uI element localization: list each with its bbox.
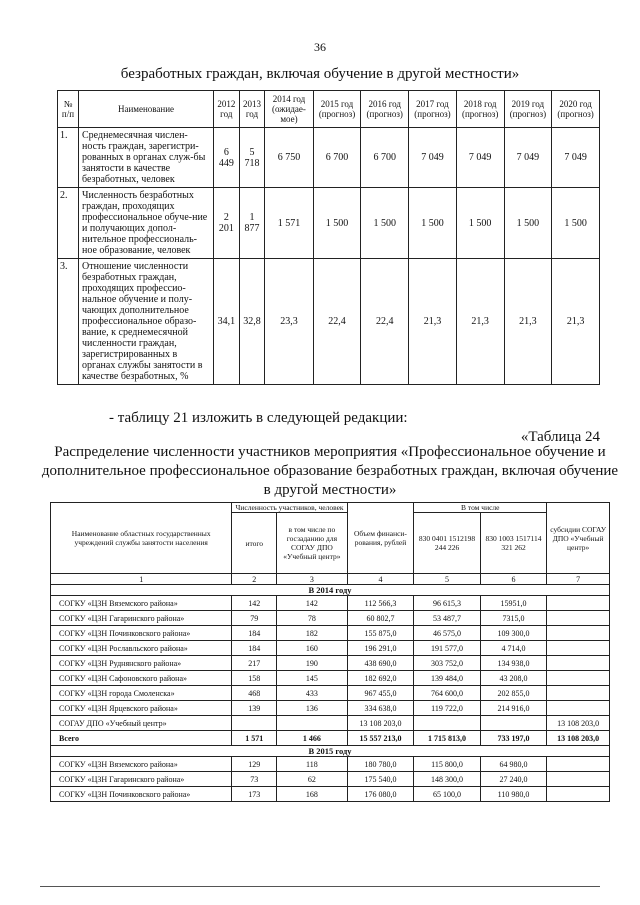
org-name: СОГКУ «ЦЗН Руднянского района» xyxy=(51,656,232,671)
column-number: 4 xyxy=(347,574,414,585)
cell-value xyxy=(232,716,277,731)
row-value: 22,4 xyxy=(361,259,409,385)
cell-value: 53 487,7 xyxy=(414,611,481,626)
cell-value: 148 300,0 xyxy=(414,772,481,787)
table2-title: Распределение численности участников мероприятия «Профессиональное обучение и дополнительное профессиональное образование безработных граждан, включая обучение в другой местности» xyxy=(41,444,619,498)
row-value: 23,3 xyxy=(265,259,313,385)
col-header-2015: 2015 год (прогноз) xyxy=(313,91,361,128)
distribution-table xyxy=(50,502,610,802)
org-row xyxy=(51,596,610,611)
col-header-incl-center: в том числе по госзаданию для СОГАУ ДПО «Учебный центр» xyxy=(277,513,348,574)
col-header-2019: 2019 год (прогноз) xyxy=(504,91,552,128)
org-name: СОГКУ «ЦЗН Починковского района» xyxy=(51,626,232,641)
cell-value: 136 xyxy=(277,701,348,716)
cell-value: 118 xyxy=(277,757,348,772)
cell-value: 60 802,7 xyxy=(347,611,414,626)
cell-value: 7315,0 xyxy=(480,611,547,626)
cell-value: 733 197,0 xyxy=(480,731,547,746)
cell-value: 175 540,0 xyxy=(347,772,414,787)
row-value: 1 500 xyxy=(456,188,504,259)
cell-value: 303 752,0 xyxy=(414,656,481,671)
org-row xyxy=(51,656,610,671)
col-header-count: Численность участников, человек xyxy=(232,503,347,513)
cell-value: 129 xyxy=(232,757,277,772)
cell-value: 190 xyxy=(277,656,348,671)
column-number: 3 xyxy=(277,574,348,585)
col-header-2012: 2012 год xyxy=(214,91,240,128)
cell-value: 4 714,0 xyxy=(480,641,547,656)
cell-value: 13 108 203,0 xyxy=(547,716,610,731)
col-header-2014: 2014 год (ожидае-мое) xyxy=(265,91,313,128)
cell-value xyxy=(547,626,610,641)
cell-value: 13 108 203,0 xyxy=(547,731,610,746)
cell-value: 79 xyxy=(232,611,277,626)
cell-value: 184 xyxy=(232,641,277,656)
org-row xyxy=(51,757,610,772)
cell-value: 196 291,0 xyxy=(347,641,414,656)
row-value: 21,3 xyxy=(409,259,457,385)
cell-value: 1 466 xyxy=(277,731,348,746)
cell-value xyxy=(547,701,610,716)
org-name: СОГКУ «ЦЗН Гагаринского района» xyxy=(51,611,232,626)
column-number: 7 xyxy=(547,574,610,585)
org-name: СОГКУ «ЦЗН Ярцевского района» xyxy=(51,701,232,716)
cell-value: 764 600,0 xyxy=(414,686,481,701)
cell-value: 109 300,0 xyxy=(480,626,547,641)
cell-value: 15 557 213,0 xyxy=(347,731,414,746)
row-value: 22,4 xyxy=(313,259,361,385)
cell-value: 115 800,0 xyxy=(414,757,481,772)
row-value: 5 718 xyxy=(239,128,265,188)
row-value: 7 049 xyxy=(552,128,600,188)
cell-value: 184 xyxy=(232,626,277,641)
col-header-2017: 2017 год (прогноз) xyxy=(409,91,457,128)
row-name: Отношение численности безработных граждан, проходящих профессио-нальное обучение и полу-чающих дополнительное профессиональное образо-вание, к среднемесячной численности граждан, зарегистрированных в органах службы занятости в качестве безработных, % xyxy=(79,259,214,385)
cell-value: 112 566,3 xyxy=(347,596,414,611)
cell-value: 46 575,0 xyxy=(414,626,481,641)
col-header-name: Наименование xyxy=(79,91,214,128)
year-section-label: В 2015 году xyxy=(51,746,610,757)
col-header-volume: Объем финанси-рования, рублей xyxy=(347,503,414,574)
page-number: 36 xyxy=(314,40,326,54)
cell-value: 468 xyxy=(232,686,277,701)
cell-value xyxy=(414,716,481,731)
indicator-row xyxy=(58,259,600,385)
cell-value: 182 xyxy=(277,626,348,641)
cell-value: 142 xyxy=(232,596,277,611)
org-row xyxy=(51,716,610,731)
cell-value: 145 xyxy=(277,671,348,686)
indicators-table xyxy=(57,90,600,385)
col-header-index: № п/п xyxy=(58,91,79,128)
table-reference: «Таблица 24 xyxy=(520,429,600,445)
distribution-header-row xyxy=(51,503,610,513)
row-value: 6 750 xyxy=(265,128,313,188)
col-header-org: Наименование областных государственных учреждений службы занятости населения xyxy=(51,503,232,574)
row-value: 1 877 xyxy=(239,188,265,259)
cell-value xyxy=(480,716,547,731)
indicators-header-row xyxy=(58,91,600,128)
col-header-code1: 830 0401 1512198 244 226 xyxy=(414,513,481,574)
row-value: 7 049 xyxy=(504,128,552,188)
org-row xyxy=(51,686,610,701)
org-name: СОГКУ «ЦЗН Вяземского района» xyxy=(51,596,232,611)
row-value: 21,3 xyxy=(504,259,552,385)
col-header-code2: 830 1003 1517114 321 262 xyxy=(480,513,547,574)
cell-value: 27 240,0 xyxy=(480,772,547,787)
row-value: 1 571 xyxy=(265,188,313,259)
row-value: 7 049 xyxy=(409,128,457,188)
cell-value: 64 980,0 xyxy=(480,757,547,772)
org-name: Всего xyxy=(51,731,232,746)
row-value: 32,8 xyxy=(239,259,265,385)
cell-value: 139 xyxy=(232,701,277,716)
org-row xyxy=(51,611,610,626)
col-header-subsidy: субсидии СОГАУ ДПО «Учебный центр» xyxy=(547,503,610,574)
row-value: 6 700 xyxy=(361,128,409,188)
org-name: СОГКУ «ЦЗН Вяземского района» xyxy=(51,757,232,772)
cell-value: 334 638,0 xyxy=(347,701,414,716)
cell-value: 78 xyxy=(277,611,348,626)
bottom-rule xyxy=(40,886,600,887)
row-value: 1 500 xyxy=(313,188,361,259)
org-name: СОГКУ «ЦЗН Сафоновского района» xyxy=(51,671,232,686)
amendment-phrase: - таблицу 21 изложить в следующей редакции: xyxy=(109,410,408,426)
year-section-row xyxy=(51,746,610,757)
col-header-2020: 2020 год (прогноз) xyxy=(552,91,600,128)
row-value: 34,1 xyxy=(214,259,240,385)
org-name: СОГКУ «ЦЗН города Смоленска» xyxy=(51,686,232,701)
org-name: СОГКУ «ЦЗН Рославльского района» xyxy=(51,641,232,656)
cell-value xyxy=(277,716,348,731)
column-number: 1 xyxy=(51,574,232,585)
row-name: Среднемесячная числен-ность граждан, зарегистри-рованных в органах служ-бы занятости в качестве безработных, человек xyxy=(79,128,214,188)
cell-value: 139 484,0 xyxy=(414,671,481,686)
continued-heading: безработных граждан, включая обучение в другой местности» xyxy=(120,66,520,82)
org-row xyxy=(51,772,610,787)
cell-value: 433 xyxy=(277,686,348,701)
cell-value: 180 780,0 xyxy=(347,757,414,772)
row-value: 1 500 xyxy=(504,188,552,259)
cell-value: 168 xyxy=(277,787,348,802)
cell-value xyxy=(547,757,610,772)
org-name: СОГАУ ДПО «Учебный центр» xyxy=(51,716,232,731)
cell-value: 967 455,0 xyxy=(347,686,414,701)
cell-value xyxy=(547,787,610,802)
cell-value: 438 690,0 xyxy=(347,656,414,671)
row-value: 2 201 xyxy=(214,188,240,259)
col-header-2013: 2013 год xyxy=(239,91,265,128)
col-header-2016: 2016 год (прогноз) xyxy=(361,91,409,128)
row-index: 3. xyxy=(58,259,79,385)
row-name: Численность безработных граждан, проходящих профессиональное обуче-ние и получающих допол-нительное профессиональ-ное образование, человек xyxy=(79,188,214,259)
org-row xyxy=(51,641,610,656)
cell-value: 160 xyxy=(277,641,348,656)
cell-value: 142 xyxy=(277,596,348,611)
column-number: 5 xyxy=(414,574,481,585)
total-row xyxy=(51,731,610,746)
cell-value: 110 980,0 xyxy=(480,787,547,802)
column-number: 6 xyxy=(480,574,547,585)
col-header-total: итого xyxy=(232,513,277,574)
year-section-label: В 2014 году xyxy=(51,585,610,596)
cell-value: 176 080,0 xyxy=(347,787,414,802)
org-name: СОГКУ «ЦЗН Починковского района» xyxy=(51,787,232,802)
org-row xyxy=(51,626,610,641)
row-index: 2. xyxy=(58,188,79,259)
cell-value: 13 108 203,0 xyxy=(347,716,414,731)
row-value: 1 500 xyxy=(409,188,457,259)
row-value: 6 449 xyxy=(214,128,240,188)
cell-value xyxy=(547,611,610,626)
cell-value: 158 xyxy=(232,671,277,686)
cell-value xyxy=(547,686,610,701)
cell-value: 96 615,3 xyxy=(414,596,481,611)
cell-value: 217 xyxy=(232,656,277,671)
col-header-2018: 2018 год (прогноз) xyxy=(456,91,504,128)
column-numbers-row xyxy=(51,574,610,585)
org-name: СОГКУ «ЦЗН Гагаринского района» xyxy=(51,772,232,787)
year-section-row xyxy=(51,585,610,596)
cell-value: 214 916,0 xyxy=(480,701,547,716)
org-row xyxy=(51,787,610,802)
cell-value: 43 208,0 xyxy=(480,671,547,686)
cell-value: 134 938,0 xyxy=(480,656,547,671)
row-value: 21,3 xyxy=(552,259,600,385)
cell-value: 62 xyxy=(277,772,348,787)
column-number: 2 xyxy=(232,574,277,585)
row-index: 1. xyxy=(58,128,79,188)
cell-value: 202 855,0 xyxy=(480,686,547,701)
col-header-incl: В том числе xyxy=(414,503,547,513)
cell-value: 119 722,0 xyxy=(414,701,481,716)
row-value: 6 700 xyxy=(313,128,361,188)
cell-value: 173 xyxy=(232,787,277,802)
org-row xyxy=(51,701,610,716)
cell-value xyxy=(547,596,610,611)
row-value: 7 049 xyxy=(456,128,504,188)
cell-value: 1 571 xyxy=(232,731,277,746)
cell-value xyxy=(547,641,610,656)
cell-value xyxy=(547,671,610,686)
cell-value: 73 xyxy=(232,772,277,787)
cell-value: 155 875,0 xyxy=(347,626,414,641)
cell-value: 182 692,0 xyxy=(347,671,414,686)
cell-value xyxy=(547,772,610,787)
indicator-row xyxy=(58,128,600,188)
row-value: 21,3 xyxy=(456,259,504,385)
cell-value: 1 715 813,0 xyxy=(414,731,481,746)
cell-value: 15951,0 xyxy=(480,596,547,611)
cell-value xyxy=(547,656,610,671)
row-value: 1 500 xyxy=(552,188,600,259)
cell-value: 191 577,0 xyxy=(414,641,481,656)
org-row xyxy=(51,671,610,686)
indicator-row xyxy=(58,188,600,259)
cell-value: 65 100,0 xyxy=(414,787,481,802)
row-value: 1 500 xyxy=(361,188,409,259)
